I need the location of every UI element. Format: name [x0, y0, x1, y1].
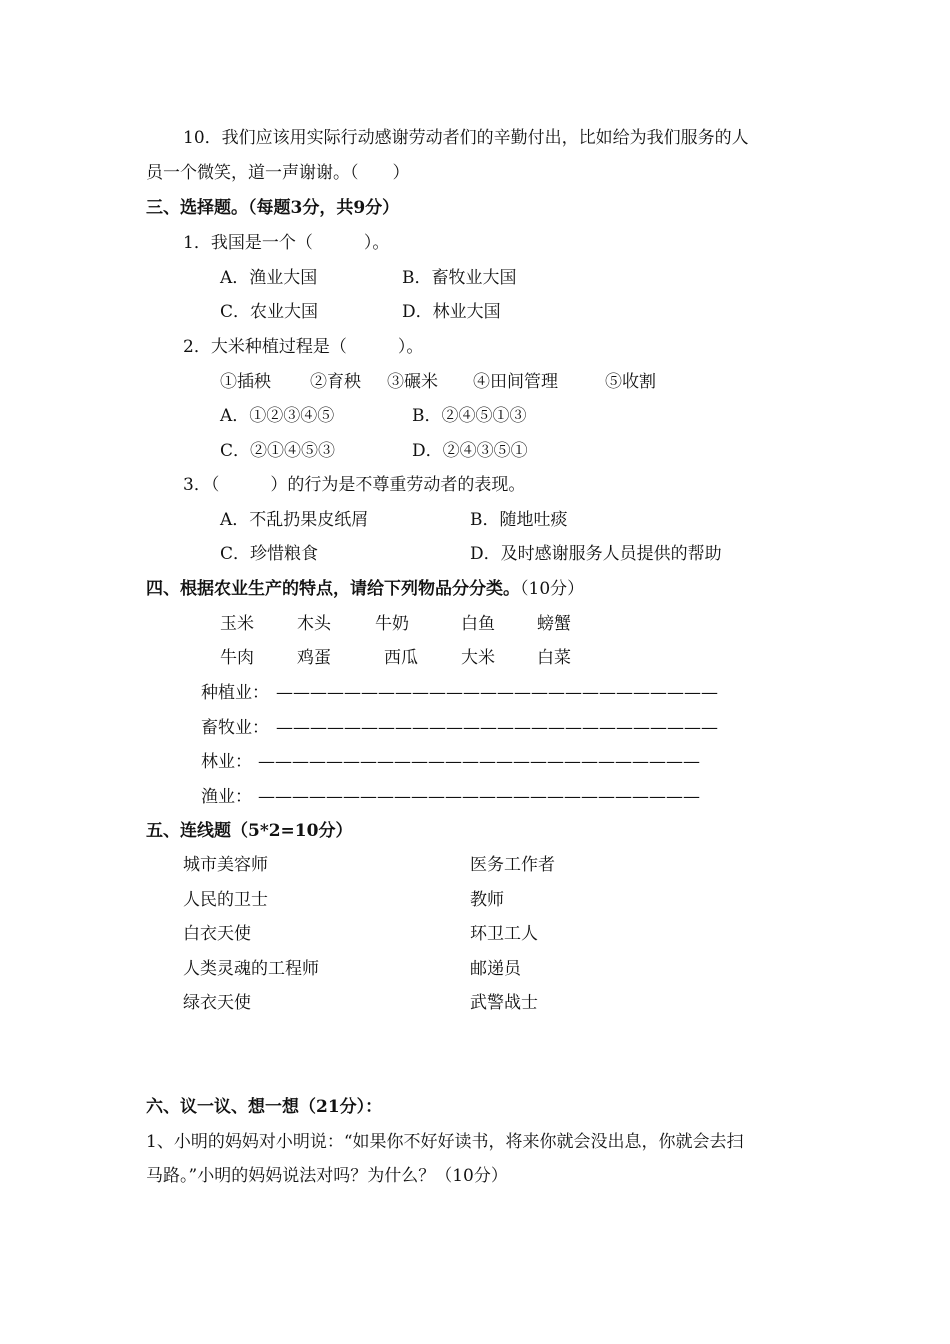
- section4-heading-score: （10分）: [520, 579, 585, 599]
- s3-q2-step-2: ②育秧: [310, 372, 361, 392]
- item-row2-4: 大米: [461, 648, 495, 668]
- s3-q2-step-4: ④田间管理: [473, 372, 558, 392]
- category-fishery-label: 渔业：: [201, 787, 252, 807]
- item-row1-2: 木头: [297, 614, 331, 634]
- q10-line2: 员一个微笑，道一声谢谢。（ ）: [146, 163, 410, 183]
- item-row2-3: 西瓜: [384, 648, 418, 668]
- match-left-2: 人民的卫士: [183, 890, 268, 910]
- s3-q2-stem: 2．大米种植过程是（ ）。: [183, 337, 424, 357]
- match-left-3: 白衣天使: [183, 924, 251, 944]
- s3-q1-option-b: B．畜牧业大国: [402, 268, 517, 288]
- s3-q3-stem: 3．（ ）的行为是不尊重劳动者的表现。: [183, 475, 526, 495]
- item-row1-5: 螃蟹: [537, 614, 571, 634]
- s3-q2-option-a: A．①②③④⑤: [220, 406, 335, 426]
- match-right-2: 教师: [470, 890, 504, 910]
- s3-q1-stem: 1．我国是一个（ ）。: [183, 233, 390, 253]
- s6-q1-line1: 1、小明的妈妈对小明说：“如果你不好好读书，将来你就会没出息，你就会去扫: [146, 1132, 744, 1152]
- s3-q2-option-d: D．②④③⑤①: [412, 441, 528, 461]
- s3-q1-option-a: A．渔业大国: [220, 268, 318, 288]
- s3-q1-option-c: C．农业大国: [220, 302, 319, 322]
- item-row2-5: 白菜: [537, 648, 571, 668]
- s3-q2-option-c: C．②①④⑤③: [220, 441, 336, 461]
- category-planting-label: 种植业：: [201, 683, 269, 703]
- section5-heading: 五、连线题（5*2=10分）: [146, 821, 353, 841]
- category-fishery-blank: ——————————————————————————: [258, 787, 700, 807]
- s3-q3-option-c: C．珍惜粮食: [220, 544, 319, 564]
- match-right-3: 环卫工人: [470, 924, 538, 944]
- s3-q3-option-d: D．及时感谢服务人员提供的帮助: [470, 544, 722, 564]
- section3-heading: 三、选择题。（每题3分，共9分）: [146, 198, 400, 218]
- s3-q3-option-b: B．随地吐痰: [470, 510, 568, 530]
- item-row1-1: 玉米: [220, 614, 254, 634]
- s3-q2-step-1: ①插秧: [220, 372, 271, 392]
- category-planting-blank: ——————————————————————————: [276, 683, 718, 703]
- category-animal-blank: ——————————————————————————: [276, 718, 718, 738]
- match-left-1: 城市美容师: [183, 855, 268, 875]
- item-row1-4: 白鱼: [461, 614, 495, 634]
- section4-heading-text: 四、根据农业生产的特点，请给下列物品分分类。: [146, 579, 520, 599]
- section4-heading: [146, 577, 584, 601]
- match-right-4: 邮递员: [470, 959, 521, 979]
- s6-q1-line2: 马路。”小明的妈妈说法对吗？为什么？（10分）: [146, 1166, 508, 1186]
- item-row2-1: 牛肉: [220, 648, 254, 668]
- item-row1-3: 牛奶: [375, 614, 409, 634]
- category-animal-label: 畜牧业：: [201, 718, 269, 738]
- category-forestry-label: 林业：: [201, 752, 252, 772]
- match-left-5: 绿衣天使: [183, 993, 251, 1013]
- q10-line1: 10．我们应该用实际行动感谢劳动者们的辛勤付出，比如给为我们服务的人: [183, 128, 749, 148]
- match-left-4: 人类灵魂的工程师: [183, 959, 319, 979]
- match-right-1: 医务工作者: [470, 855, 555, 875]
- category-forestry-blank: ——————————————————————————: [258, 752, 700, 772]
- s3-q2-option-b: B．②④⑤①③: [412, 406, 527, 426]
- section6-heading: 六、议一议、想一想（21分）：: [146, 1097, 383, 1117]
- s3-q2-step-5: ⑤收割: [605, 372, 656, 392]
- item-row2-2: 鸡蛋: [297, 648, 331, 668]
- s3-q2-step-3: ③碾米: [387, 372, 438, 392]
- s3-q3-option-a: A．不乱扔果皮纸屑: [220, 510, 369, 530]
- s3-q1-option-d: D．林业大国: [402, 302, 501, 322]
- match-right-5: 武警战士: [470, 993, 538, 1013]
